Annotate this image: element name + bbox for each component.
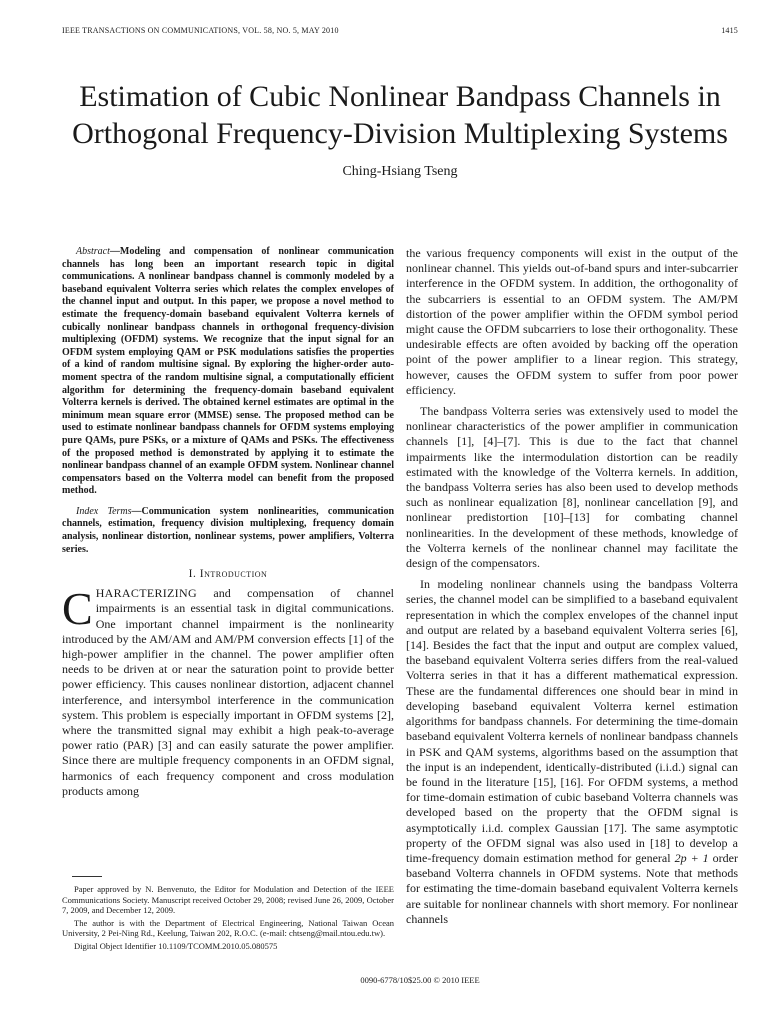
index-terms-text: Communication system nonlinearities, communication channels, estimation, frequency division multiplexing, frequency domain analysis, nonlinear distortion, nonlinear systems, power amplifiers, Volterra series. <box>62 505 395 555</box>
index-terms: Index Terms—Communication system nonlinearities, communication channels, estimation, frequency division multiplexing, frequency domain analysis, nonlinear distortion, nonlinear systems, power amplifiers, Volterra series. <box>62 505 395 555</box>
intro-text: and compensation of channel impairments is an essential task in digital communications. One important channel impairment is the nonlinearity introduced by the AM/AM and AM/PM conversion effects [1] of the high-power amplifier in the channel. The power amplifier often needs to be driven at or near the saturation point to provide better power efficiency. This causes nonlinear distortion, adjacent channel interference, and intersymbol interference in the communication system. This problem is especially important in OFDM systems [2], where the transmitted signal may exhibit a high peak-to-average power ratio (PAR) [3] and can easily saturate the power amplifier. Since there are multiple frequency components in an OFDM signal, harmonics of each frequency component and cross modulation products among <box>62 586 394 798</box>
inline-math: 2p + 1 <box>674 850 709 865</box>
author-name: Ching-Hsiang Tseng <box>342 164 458 179</box>
paragraph-baseband-modeling <box>406 577 738 927</box>
intro-caps: HARACTERIZING <box>95 586 197 601</box>
section-heading <box>62 568 394 580</box>
right-column <box>406 246 738 927</box>
journal-citation: IEEE TRANSACTIONS ON COMMUNICATIONS, VOL. 58, NO. 5, MAY 2010 <box>62 26 339 35</box>
footnotes <box>62 884 394 952</box>
abstract-label: Abstract <box>76 246 110 257</box>
paragraph-continued: the various frequency components will exist in the output of the nonlinear channel. This yields out-of-band spurs and inter-subcarrier interference in the OFDM system. In addition, the orthogonality of the subcarriers is essential to an OFDM system. The AM/PM distortion of the power amplifier within the OFDM symbol period might cause the OFDM subcarriers to lose their orthogonality. These undesirable effects are often avoided by backing off the operation point of the power amplifier to a linear region. This strategy, however, causes the OFDM system to suffer from poor power efficiency. <box>406 246 738 397</box>
paragraph-volterra-series: The bandpass Volterra series was extensively used to model the nonlinear characteristics of the power amplifier in communication channels [1], [4]–[7]. This is due to the fact that channel impairments like the intermodulation distortion can be readily estimated with the knowledge of the Volterra kernels. In addition, the bandpass Volterra series has also been used to develop methods such as nonlinear equalization [8], nonlinear cancellation [9], and nonlinear predistortion [10]–[13] for combating channel nonlinearities. In the development of these methods, knowledge of the Volterra kernels of the nonlinear channel may facilitate the design of the compensators. <box>406 404 738 571</box>
section-title: Introduction <box>199 568 268 581</box>
running-head <box>62 24 738 40</box>
footnote-affiliation: The author is with the Department of Electrical Engineering, National Taiwan Ocean University, 2 Pei-Ning Rd., Keelung, Taiwan 202, R.O.C. (e-mail: chtseng@mail.ntou.edu.tw). <box>62 917 394 939</box>
paragraph-text-b: order baseband Volterra channels in OFDM systems. Note that methods for estimating the time-domain baseband equivalent Volterra kernels are suitable for nonlinear channels with short memory. For nonlinear channels <box>406 850 739 926</box>
abstract: Abstract—Modeling and compensation of nonlinear communication channels has long been an important research topic in digital communications. A nonlinear bandpass channel is commonly modeled by a baseband equivalent Volterra series which relates the complex envelopes of the channel input and output. In this paper, we propose a novel method to estimate the frequency-domain baseband equivalent Volterra kernels of cubically nonlinear bandpass channels in orthogonal frequency-division multiplexing (OFDM) systems. We recognize that the input signal for an OFDM system employing QAM or PSK modulations satisfies the properties of a kind of random multisine signal. By exploring the higher-order auto-moment spectra of the random multisine signal, a computationally efficient algorithm for determining the frequency-domain baseband equivalent Volterra kernels is derived. The obtained kernel estimates are optimal in the minimum mean square error (MMSE) sense. The proposed method can be used to estimate nonlinear bandpass channels for OFDM systems employing pure QAMs, pure PSKs, or a mixture of QAMs and PSKs. The effectiveness of the proposed method is demonstrated by applying it to estimate the nonlinear bandpass channel of an example OFDM system. Nonlinear channel compensators based on the Volterra model can benefit from the proposed method. <box>62 246 394 497</box>
introduction-paragraph <box>62 583 394 799</box>
section-number: I. <box>188 568 197 581</box>
page-number: 1415 <box>721 26 738 35</box>
left-column <box>62 246 394 927</box>
copyright-line: 0090-6778/10$25.00 © 2010 IEEE <box>360 975 480 985</box>
index-terms-label: Index Terms <box>76 505 132 517</box>
paper-title: Estimation of Cubic Nonlinear Bandpass Channels in Orthogonal Frequency-Division Multiplexing Systems <box>72 80 728 150</box>
two-column-body <box>62 246 738 927</box>
footnote-doi: Digital Object Identifier 10.1109/TCOMM.2010.05.080575 <box>74 940 278 951</box>
footnote-editor: Paper approved by N. Benvenuto, the Editor for Modulation and Detection of the IEEE Communications Society. Manuscript received October 29, 2008; revised June 26, 2009, October 7, 2009, and December 12, 2009. <box>62 884 394 916</box>
abstract-text: Modeling and compensation of nonlinear communication channels has long been an important research topic in digital communications. A nonlinear bandpass channel is commonly modeled by a baseband equivalent Volterra series which relates the complex envelopes of the channel input and output. In this paper, we propose a novel method to estimate the frequency-domain baseband equivalent Volterra kernels of cubically nonlinear bandpass channels in orthogonal frequency-division multiplexing (OFDM) systems. We recognize that the input signal for an OFDM system employing QAM or PSK modulations satisfies the properties of a kind of random multisine signal. By exploring the higher-order auto-moment spectra of the random multisine signal, a computationally efficient algorithm for determining the frequency-domain baseband equivalent Volterra kernels is derived. The obtained kernel estimates are optimal in the minimum mean square error (MMSE) sense. The proposed method can be used to estimate nonlinear bandpass channels for OFDM systems employing pure QAMs, pure PSKs, or a mixture of QAMs and PSKs. The effectiveness of the proposed method is demonstrated by applying it to estimate the nonlinear bandpass channel of an example OFDM system. Nonlinear channel compensators based on the Volterra model can benefit from the proposed method. <box>62 246 394 497</box>
paragraph-text-a: In modeling nonlinear channels using the bandpass Volterra series, the channel model can be simplified to a baseband equivalent representation in which the complex envelopes of the channel input and output are related by a baseband equivalent Volterra series [6], [14]. Besides the fact that the input and output are complex valued, the baseband equivalent Volterra series differs from the real-valued Volterra series in that it has a different mathematical expression. These are the fundamental differences one should bear in mind in developing baseband equivalent Volterra kernel estimation algorithms for bandpass channels. For determining the time-domain baseband equivalent Volterra kernels of nonlinear bandpass channels in PSK and QAM systems, algorithms based on the assumption that the input is an independent, identically-distributed (i.i.d.) signal can be found in the literature [15], [16]. For OFDM systems, a method for time-domain estimation of cubic baseband Volterra channels was developed based on the property that the OFDM signal is asymptotically i.i.d. complex Gaussian [17]. The same asymptotic property of the OFDM signal was also used in [18] to develop a time-frequency domain estimation method for general <box>406 577 738 865</box>
footnote-rule <box>72 876 102 877</box>
drop-cap: C <box>62 583 93 635</box>
